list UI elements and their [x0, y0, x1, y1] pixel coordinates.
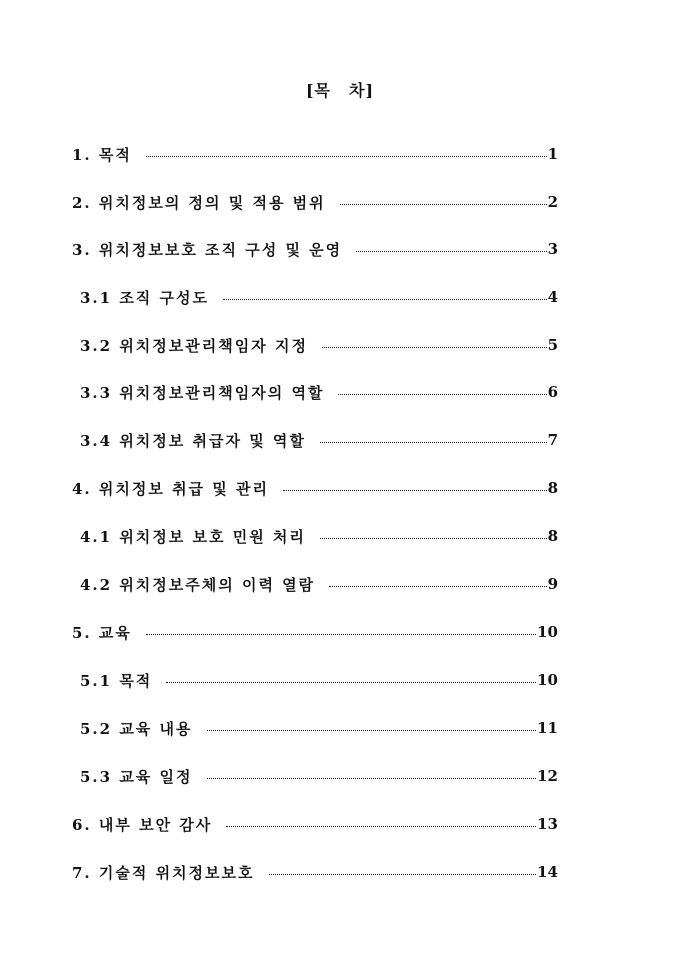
toc-entry-label: 3.2 위치정보관리책임자 지정 [80, 336, 308, 355]
toc-entry-page: 5 [547, 336, 558, 354]
toc-entry-label: 3. 위치정보보호 조직 구성 및 운영 [72, 240, 343, 259]
toc-entry-page: 8 [547, 527, 558, 545]
toc-entry-page: 11 [537, 719, 558, 737]
toc-entry-page: 8 [547, 479, 558, 497]
toc-entry [72, 813, 558, 835]
toc-subentry [80, 286, 558, 308]
toc-entry-page: 10 [537, 623, 558, 641]
toc-entry-page: 3 [547, 240, 558, 258]
toc-entry-label: 6. 내부 보안 감사 [72, 815, 213, 834]
toc-subentry [80, 525, 558, 547]
toc-entry-label: 1. 목적 [72, 145, 132, 164]
toc-leader-dots [146, 634, 536, 635]
toc-leader-dots [322, 347, 547, 348]
toc-entry-label: 3.3 위치정보관리책임자의 역할 [80, 383, 325, 402]
toc-subentry [80, 717, 558, 739]
toc-leader-dots [226, 826, 536, 827]
toc-entry-label: 4. 위치정보 취급 및 관리 [72, 479, 269, 498]
toc-entry-label: 5.3 교육 일정 [80, 767, 193, 786]
toc-leader-dots [320, 442, 547, 443]
toc-entry-page: 7 [547, 431, 558, 449]
toc-title-left: [목 [305, 81, 331, 100]
toc-entry [72, 238, 558, 260]
toc-entry-label: 5.2 교육 내용 [80, 719, 193, 738]
toc-subentry [80, 334, 558, 356]
toc-entry-page: 14 [537, 863, 558, 881]
toc-leader-dots [207, 730, 537, 731]
toc-entry-label: 5. 교육 [72, 623, 132, 642]
toc-title-right: 차] [349, 81, 375, 100]
toc-entry-page: 13 [537, 815, 558, 833]
toc-entry-label: 3.1 조직 구성도 [80, 288, 209, 307]
toc-entry-page: 9 [547, 575, 558, 593]
toc-entry [72, 621, 558, 643]
toc-entry-page: 6 [547, 383, 558, 401]
toc-leader-dots [338, 394, 546, 395]
toc-subentry [80, 429, 558, 451]
toc-subentry [80, 765, 558, 787]
toc-leader-dots [356, 251, 546, 252]
toc-leader-dots [329, 586, 546, 587]
toc-leader-dots [223, 299, 547, 300]
toc-entry-label: 3.4 위치정보 취급자 및 역할 [80, 431, 306, 450]
toc-leader-dots [207, 778, 537, 779]
toc-leader-dots [283, 490, 547, 491]
toc-entry-page: 2 [547, 193, 558, 211]
toc-leader-dots [269, 874, 537, 875]
toc-leader-dots [166, 682, 536, 683]
toc-entry-label: 7. 기술적 위치정보보호 [72, 863, 255, 882]
toc-leader-dots [340, 204, 547, 205]
toc-entry-label: 4.1 위치정보 보호 민원 처리 [80, 527, 306, 546]
toc-entry [72, 191, 558, 213]
toc-entry-label: 4.2 위치정보주체의 이력 열람 [80, 575, 316, 594]
toc-entry-page: 4 [547, 288, 558, 306]
toc-entry-label: 5.1 목적 [80, 671, 153, 690]
toc-title [0, 78, 680, 101]
toc-entry [72, 861, 558, 883]
toc-entry-page: 10 [537, 671, 558, 689]
toc-subentry [80, 669, 558, 691]
toc-subentry [80, 573, 558, 595]
toc-entry-label: 2. 위치정보의 정의 및 적용 범위 [72, 193, 326, 212]
toc-entry-page: 12 [537, 767, 558, 785]
toc-leader-dots [146, 156, 547, 157]
toc-entry [72, 143, 558, 165]
toc-subentry [80, 381, 558, 403]
toc-entry-page: 1 [547, 145, 558, 163]
toc-leader-dots [320, 538, 547, 539]
toc-entry [72, 477, 558, 499]
